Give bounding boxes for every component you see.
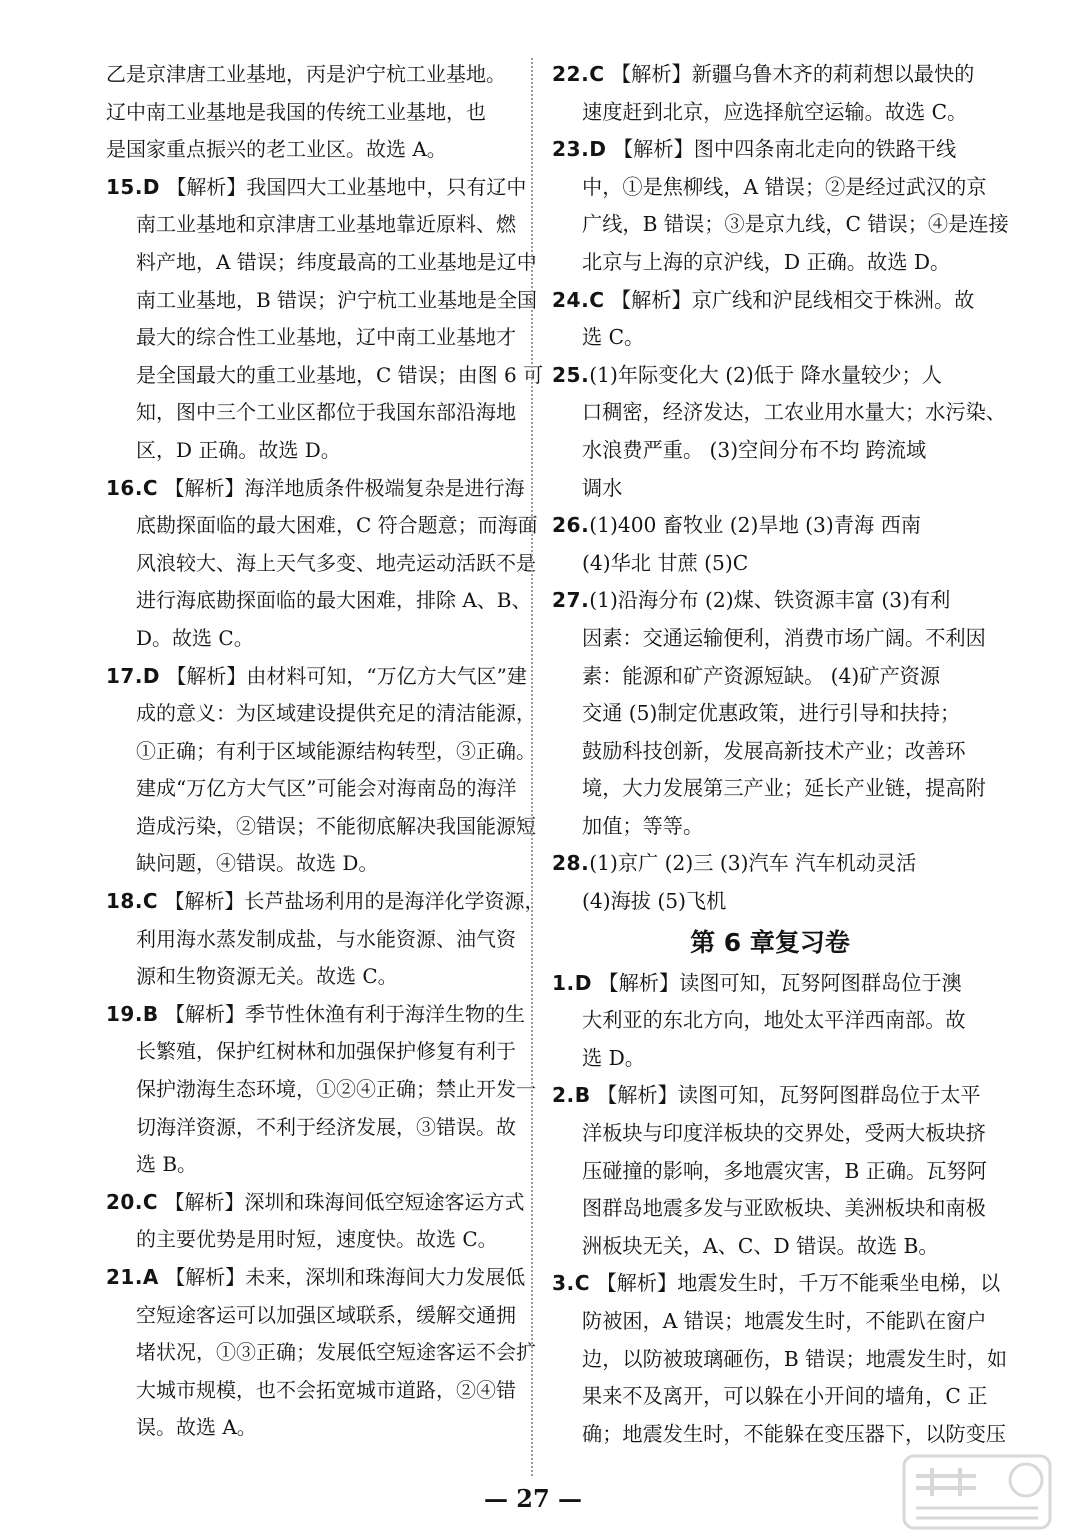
text-line: 切海洋资源，不利于经济发展，③错误。故 xyxy=(136,1114,516,1139)
text-line: 速度赶到北京，应选择航空运输。故选 C。 xyxy=(582,99,968,124)
text-line: 南工业基地和京津唐工业基地靠近原料、燃 xyxy=(136,212,516,237)
text-line: 边，以防被玻璃砸伤，B 错误；地震发生时，如 xyxy=(582,1346,1008,1371)
answer-item xyxy=(106,56,518,169)
question-number: 26. xyxy=(552,513,590,538)
text-line: 南工业基地，B 错误；沪宁杭工业基地是全国 xyxy=(136,287,538,312)
question-number: 28. xyxy=(552,851,590,876)
text-line: 误。故选 A。 xyxy=(136,1415,257,1440)
text-line: 图群岛地震多发与亚欧板块、美洲板块和南极 xyxy=(582,1196,986,1221)
text-line: D。故选 C。 xyxy=(136,625,254,650)
page-number: — 27 — xyxy=(483,1484,583,1513)
text-line: 17.D 【解析】由材料可知，“万亿方大气区”建 xyxy=(106,663,527,688)
text-line: 24.C 【解析】京广线和沪昆线相交于株洲。故 xyxy=(552,287,975,312)
answer-item xyxy=(552,1077,988,1265)
question-number: 25. xyxy=(552,362,590,387)
text-line: 堵状况，①③正确；发展低空短途客运不会扩 xyxy=(136,1340,536,1365)
question-number: 3.C xyxy=(552,1271,591,1296)
text-line: 18.C 【解析】长芦盐场利用的是海洋化学资源， xyxy=(106,889,545,914)
text-line: (4)海拔 (5)飞机 xyxy=(582,889,727,914)
section-title: 第 6 章复习卷 xyxy=(690,927,850,957)
question-number: 22.C xyxy=(552,62,605,86)
text-line: 鼓励科技创新，发展高新技术产业；改善环 xyxy=(582,738,966,763)
question-number: 20.C xyxy=(106,1189,159,1214)
chapter-6-answers xyxy=(552,965,1008,1454)
text-line: 防被困，A 错误；地震发生时，不能趴在窗户 xyxy=(582,1309,987,1333)
text-line: 建成“万亿方大气区”可能会对海南岛的海洋 xyxy=(136,776,517,801)
text-line: 加值；等等。 xyxy=(582,813,704,838)
text-line: 最大的综合性工业基地，辽中南工业基地才 xyxy=(136,325,516,350)
text-line: 口稠密，经济发达，工农业用水量大；水污染、 xyxy=(582,400,1006,425)
text-line: 27.(1)沿海分布 (2)煤、铁资源丰富 (3)有利 xyxy=(552,588,951,613)
answer-item xyxy=(552,507,988,582)
text-line: 辽中南工业基地是我国的传统工业基地，也 xyxy=(106,99,486,124)
text-line: 因素：交通运输便利，消费市场广阔。不利因 xyxy=(582,625,986,650)
text-line: 中，①是焦柳线，A 错误；②是经过武汉的京 xyxy=(582,174,987,199)
question-number: 23.D xyxy=(552,137,607,162)
question-number: 16.C xyxy=(106,475,159,500)
question-number: 19.B xyxy=(106,1001,159,1026)
text-line: 料产地，A 错误；纬度最高的工业基地是辽中 xyxy=(136,249,537,274)
text-line: (4)华北 甘蔗 (5)C xyxy=(582,550,749,575)
text-line: 风浪较大、海上天气多变、地壳运动活跃不是 xyxy=(136,550,536,575)
text-line: 空短途客运可以加强区域联系，缓解交通拥 xyxy=(136,1302,516,1327)
text-line: 境，大力发展第三产业；延长产业链，提高附 xyxy=(582,776,986,801)
answer-item xyxy=(552,845,988,920)
text-line: 缺问题，④错误。故选 D。 xyxy=(136,851,379,876)
answer-item xyxy=(552,1265,1008,1453)
answer-item xyxy=(552,131,1009,281)
answer-item xyxy=(552,357,1006,507)
text-line: 利用海水蒸发制成盐，与水能资源、油气资 xyxy=(136,926,516,951)
answer-item xyxy=(552,56,988,131)
text-line: 19.B 【解析】季节性休渔有利于海洋生物的生 xyxy=(106,1001,526,1026)
right-column xyxy=(552,56,1009,1453)
text-line: 15.D 【解析】我国四大工业基地中，只有辽中 xyxy=(106,174,527,199)
left-column xyxy=(106,56,545,1447)
text-line: 选 B。 xyxy=(136,1152,198,1177)
answer-item xyxy=(106,883,545,996)
answer-item xyxy=(106,1184,525,1259)
text-line: 洋板块与印度洋板块的交界处，受两大板块挤 xyxy=(582,1121,986,1146)
question-number: 21.A xyxy=(106,1265,159,1289)
question-number: 15.D xyxy=(106,174,161,199)
text-line: 28.(1)京广 (2)三 (3)汽车 汽车机动灵活 xyxy=(552,851,917,876)
text-line: 2.B 【解析】读图可知，瓦努阿图群岛位于太平 xyxy=(552,1083,981,1108)
text-line: 果来不及离开，可以躲在小开间的墙角，C 正 xyxy=(582,1384,988,1409)
text-line: 乙是京津唐工业基地，丙是沪宁杭工业基地。 xyxy=(106,62,506,86)
text-line: 压碰撞的影响，多地震灾害，B 正确。瓦努阿 xyxy=(582,1158,987,1183)
answer-item xyxy=(106,470,538,658)
text-line: 16.C 【解析】海洋地质条件极端复杂是进行海 xyxy=(106,475,525,500)
text-line: 交通 (5)制定优惠政策，进行引导和扶持； xyxy=(582,701,961,726)
answer-item xyxy=(106,996,536,1184)
answer-item xyxy=(106,1259,536,1447)
text-line: 选 D。 xyxy=(582,1045,645,1070)
text-line: 25.(1)年际变化大 (2)低于 降水量较少；人 xyxy=(552,362,942,387)
text-line: 保护渤海生态环境，①②④正确；禁止开发一 xyxy=(136,1077,536,1102)
answer-item xyxy=(552,965,988,1078)
text-line: 底勘探面临的最大困难，C 符合题意；而海面 xyxy=(136,513,538,538)
question-number: 1.D xyxy=(552,970,592,995)
text-line: 调水 xyxy=(582,475,623,500)
text-line: 是全国最大的重工业基地，C 错误；由图 6 可 xyxy=(136,362,544,387)
text-line: 水浪费严重。 (3)空间分布不均 跨流域 xyxy=(582,437,927,462)
question-number: 17.D xyxy=(106,663,161,688)
column-divider xyxy=(531,58,533,1476)
text-line: 选 C。 xyxy=(582,325,645,350)
text-line: 大利亚的东北方向，地处太平洋西南部。故 xyxy=(582,1008,966,1033)
question-number: 18.C xyxy=(106,889,159,914)
text-line: 确；地震发生时，不能躲在变压器下，以防变压 xyxy=(582,1421,1006,1446)
text-line: 1.D 【解析】读图可知，瓦努阿图群岛位于澳 xyxy=(552,970,962,995)
question-number: 2.B xyxy=(552,1083,591,1108)
text-line: 知，图中三个工业区都位于我国东部沿海地 xyxy=(136,400,516,425)
text-line: 素：能源和矿产资源短缺。 (4)矿产资源 xyxy=(582,663,941,688)
text-line: 区，D 正确。故选 D。 xyxy=(136,437,341,462)
text-line: 进行海底勘探面临的最大困难，排除 A、B、 xyxy=(136,588,532,613)
text-line: 26.(1)400 畜牧业 (2)旱地 (3)青海 西南 xyxy=(552,513,921,538)
text-line: 洲板块无关，A、C、D 错误。故选 B。 xyxy=(582,1233,939,1258)
text-line: 23.D 【解析】图中四条南北走向的铁路干线 xyxy=(552,137,957,162)
question-number: 24.C xyxy=(552,287,605,312)
text-line: 的主要优势是用时短，速度快。故选 C。 xyxy=(136,1227,498,1252)
text-line: 是国家重点振兴的老工业区。故选 A。 xyxy=(106,137,447,162)
answers-22-28 xyxy=(552,56,1009,921)
text-line: 造成污染，②错误；不能彻底解决我国能源短 xyxy=(136,813,536,838)
answer-item xyxy=(106,169,544,470)
answer-item xyxy=(106,658,536,884)
answer-item xyxy=(552,282,988,357)
answer-item xyxy=(552,582,988,845)
text-line: 20.C 【解析】深圳和珠海间低空短途客运方式 xyxy=(106,1189,525,1214)
text-line: 北京与上海的京沪线，D 正确。故选 D。 xyxy=(582,249,951,274)
text-line: 22.C 【解析】新疆乌鲁木齐的莉莉想以最快的 xyxy=(552,62,975,86)
text-line: 3.C 【解析】地震发生时，千万不能乘坐电梯，以 xyxy=(552,1271,1001,1296)
text-line: 大城市规模，也不会拓宽城市道路，②④错 xyxy=(136,1377,516,1402)
text-line: 21.A 【解析】未来，深圳和珠海间大力发展低 xyxy=(106,1265,526,1289)
text-line: 成的意义：为区域建设提供充足的清洁能源， xyxy=(136,701,536,726)
text-line: 长繁殖，保护红树林和加强保护修复有利于 xyxy=(136,1039,516,1064)
question-number: 27. xyxy=(552,588,590,613)
text-line: 广线，B 错误；③是京九线，C 错误；④是连接 xyxy=(582,212,1009,237)
text-line: 源和生物资源无关。故选 C。 xyxy=(136,964,398,989)
text-line: ①正确；有利于区域能源结构转型，③正确。 xyxy=(136,738,536,763)
watermark-logo xyxy=(902,1454,1052,1530)
